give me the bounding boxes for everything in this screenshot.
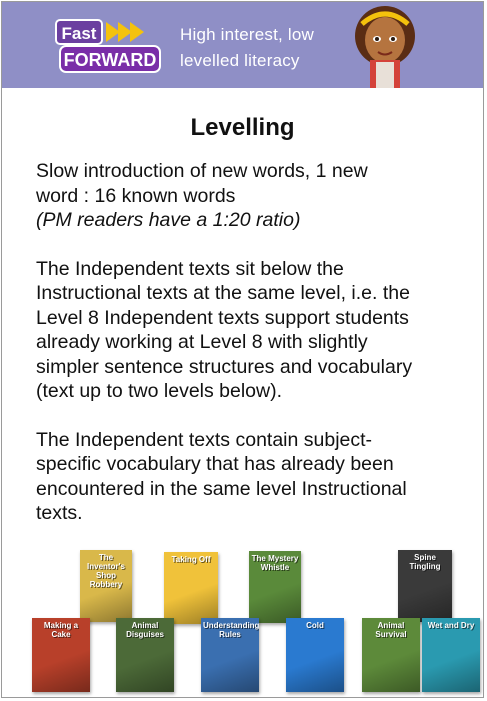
page-title: Levelling bbox=[190, 114, 295, 141]
paragraph-new-words bbox=[36, 159, 466, 233]
book-cover bbox=[201, 618, 259, 692]
book-title: Making a Cake bbox=[43, 621, 79, 639]
book-cover bbox=[422, 618, 480, 692]
svg-text:Fast: Fast bbox=[61, 24, 97, 43]
text-line: simpler sentence structures and vocabulary bbox=[36, 355, 413, 378]
svg-text:FORWARD: FORWARD bbox=[63, 50, 157, 70]
book-title: Spine Tingling bbox=[409, 553, 441, 571]
text-line: The Independent texts sit below the bbox=[36, 257, 344, 280]
text-line: The Independent texts contain subject- bbox=[36, 428, 373, 451]
body-text bbox=[36, 159, 466, 550]
book-cover bbox=[116, 618, 174, 692]
mascot-girl-illustration bbox=[340, 2, 430, 88]
text-line: word : 16 known words bbox=[36, 184, 236, 207]
header-banner bbox=[2, 2, 483, 88]
tagline-line: levelled literacy bbox=[180, 51, 300, 70]
book-title: Wet and Dry bbox=[427, 621, 475, 630]
text-line: Slow introduction of new words, 1 new bbox=[36, 160, 368, 182]
text-line: texts. bbox=[36, 502, 83, 524]
slide bbox=[1, 1, 484, 698]
book-title: The Mystery Whistle bbox=[251, 554, 299, 572]
pm-readers-note: (PM readers have a 1:20 ratio) bbox=[36, 209, 301, 231]
paragraph-vocabulary bbox=[36, 428, 466, 526]
book-cover bbox=[32, 618, 90, 692]
book-title: Animal Survival bbox=[375, 621, 407, 639]
text-line: specific vocabulary that has already been bbox=[36, 453, 394, 475]
tagline-line: High interest, low bbox=[180, 25, 314, 44]
paragraph-independent-texts bbox=[36, 257, 466, 404]
book-cover bbox=[286, 618, 344, 692]
text-line: already working at Level 8 with slightly bbox=[36, 331, 368, 353]
book-cover bbox=[164, 552, 218, 624]
text-line: Instructional texts at the same level, i.e. the bbox=[36, 282, 410, 304]
text-line: Level 8 Independent texts support students bbox=[36, 306, 409, 329]
book-cover bbox=[249, 551, 301, 623]
book-title: Animal Disguises bbox=[126, 621, 164, 639]
book-title: Understanding Rules bbox=[203, 621, 259, 639]
tagline bbox=[180, 22, 314, 74]
book-cover bbox=[362, 618, 420, 692]
text-line: encountered in the same level Instructional bbox=[36, 477, 407, 500]
book-title: Taking Off bbox=[171, 555, 211, 564]
book-title: Cold bbox=[306, 621, 324, 630]
book-cover bbox=[398, 550, 452, 622]
book-title: The Inventor's Shop Robbery bbox=[87, 553, 125, 589]
fast-forward-logo bbox=[54, 14, 166, 76]
text-line: (text up to two levels below). bbox=[36, 380, 283, 402]
book-cover bbox=[80, 550, 132, 622]
